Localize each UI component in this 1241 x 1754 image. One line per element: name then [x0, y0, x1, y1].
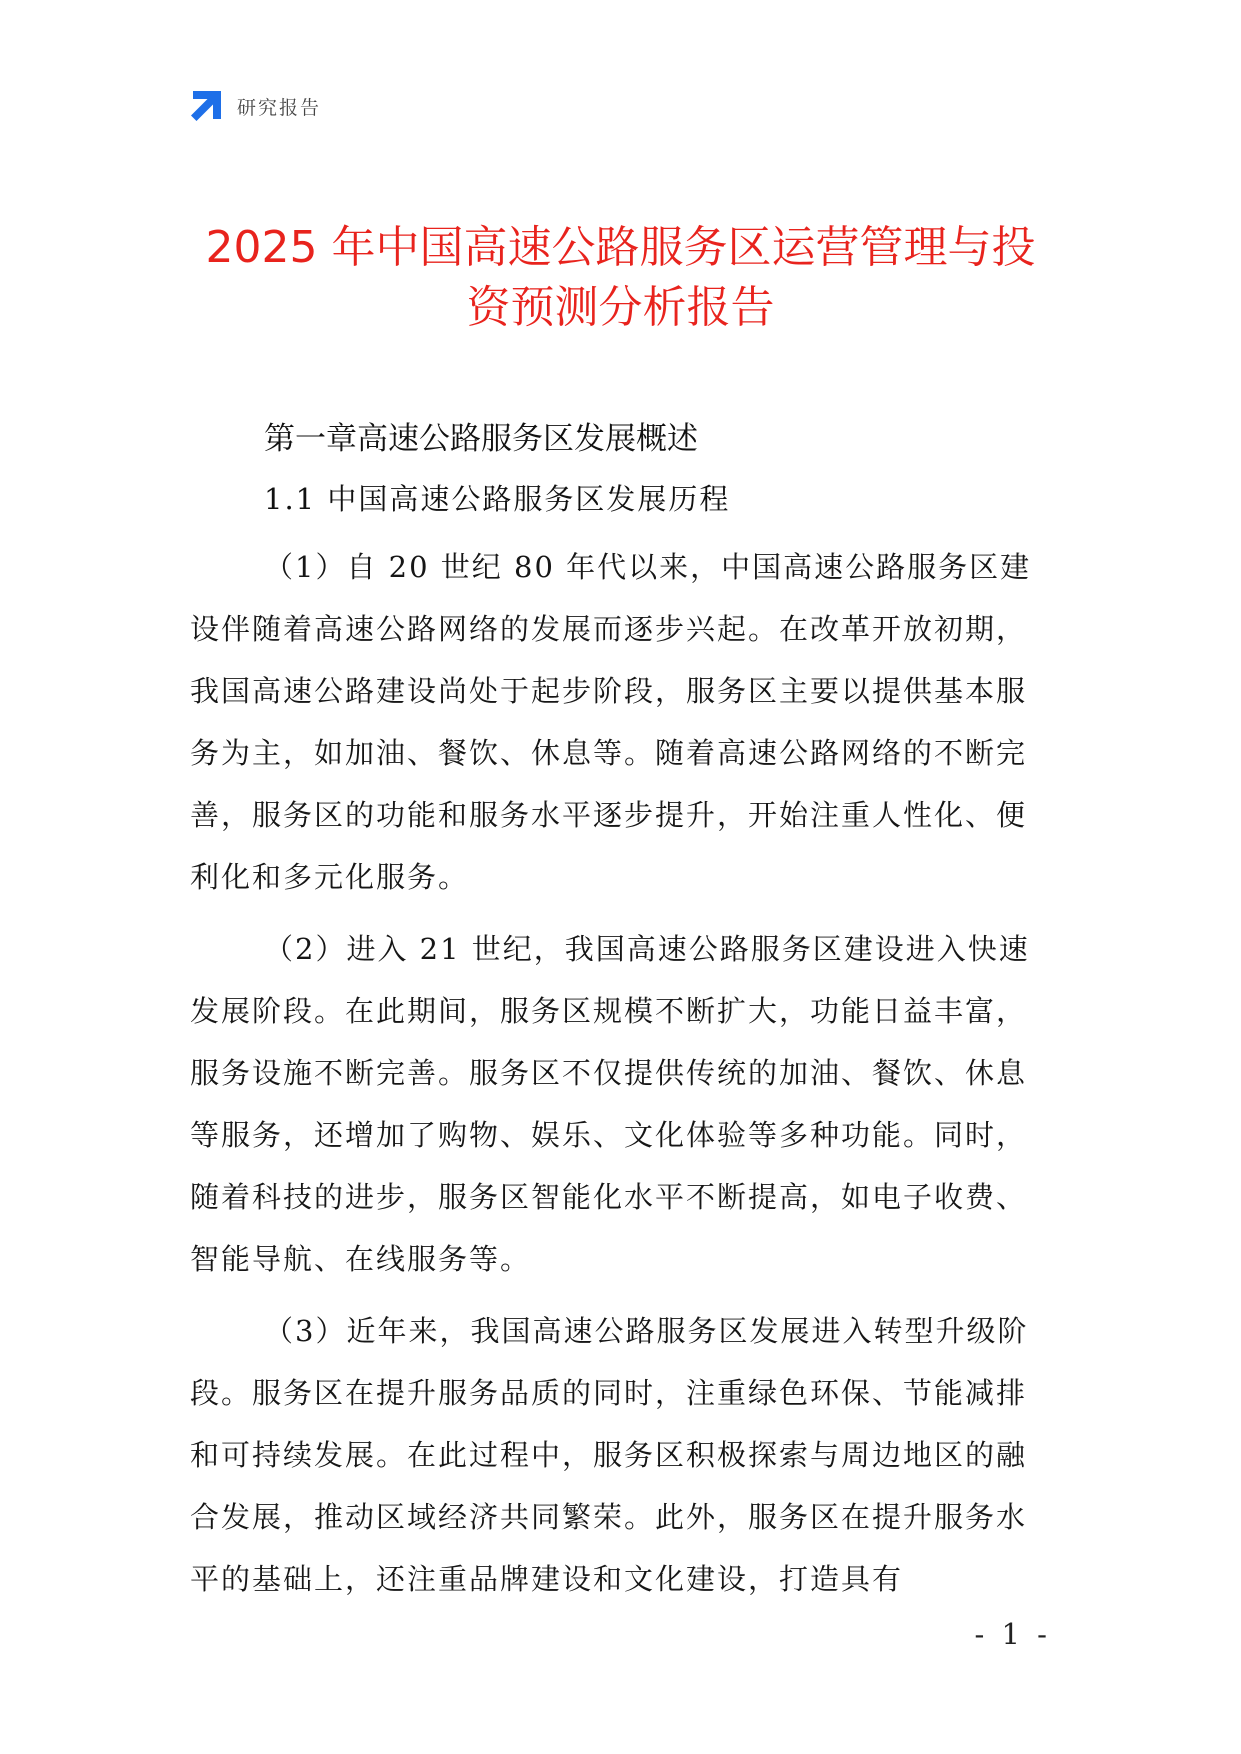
- chapter-heading: 第一章高速公路服务区发展概述: [264, 421, 698, 457]
- title-line-2: 资预测分析报告: [466, 282, 775, 333]
- title-line-1: 2025 年中国高速公路服务区运营管理与投: [205, 222, 1036, 273]
- section-heading: 1.1 中国高速公路服务区发展历程: [264, 482, 731, 516]
- report-header: [189, 88, 321, 124]
- paragraph-2: （2）进入 21 世纪，我国高速公路服务区建设进入快速发展阶段。在此期间，服务区规模不断扩大，功能日益丰富，服务设施不断完善。服务区不仅提供传统的加油、餐饮、休息等服务，还增加了购物、娱乐、文化体验等多种功能。同时，随着科技的进步，服务区智能化水平不断提高，如电子收费、智能导航、在线服务等。: [190, 932, 1030, 1276]
- header-label: 研究报告: [237, 96, 322, 119]
- paragraph-3: （3）近年来，我国高速公路服务区发展进入转型升级阶段。服务区在提升服务品质的同时，注重绿色环保、节能减排和可持续发展。在此过程中，服务区积极探索与周边地区的融合发展，推动区域经济共同繁荣。此外，服务区在提升服务水平的基础上，还注重品牌建设和文化建设，打造具有: [190, 1314, 1029, 1596]
- arrow-up-right-icon: [189, 89, 223, 123]
- page-number: - 1 -: [974, 1617, 1051, 1651]
- paragraph-1: （1）自 20 世纪 80 年代以来，中国高速公路服务区建设伴随着高速公路网络的发展而逐步兴起。在改革开放初期，我国高速公路建设尚处于起步阶段，服务区主要以提供基本服务为主，如加油、餐饮、休息等。随着高速公路网络的不断完善，服务区的功能和服务水平逐步提升，开始注重人性化、便利化和多元化服务。: [190, 550, 1032, 894]
- document-title: [160, 218, 1081, 338]
- document-body: [190, 416, 1052, 1610]
